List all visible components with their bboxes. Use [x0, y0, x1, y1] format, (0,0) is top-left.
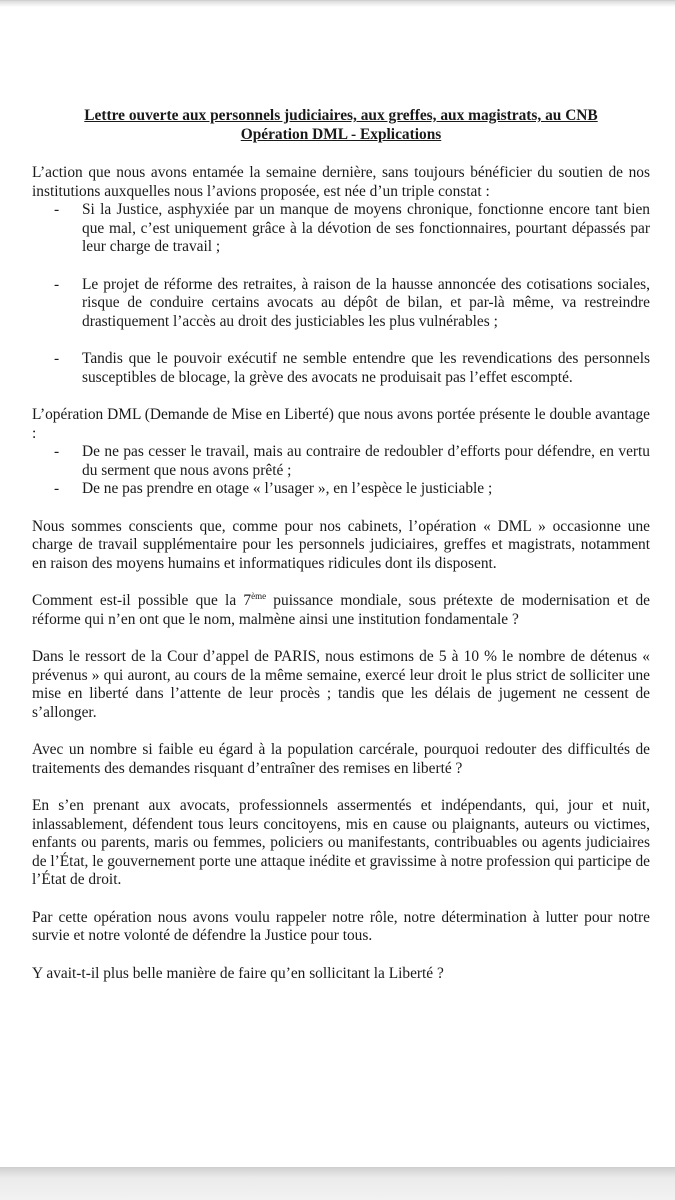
constat-text: Le projet de réforme des retraites, à raison de la hausse annoncée des cotisations sociales, risque de conduire certains avocats au dépôt de bilan, et par-là même, va restreindre drastiquement l’accès au droit des justiciables les plus vulnérables ;: [82, 275, 650, 330]
bullet-dash: -: [54, 201, 60, 218]
letter-title: [32, 107, 650, 144]
bullet-dash: -: [54, 480, 60, 497]
puissance-text-after: puissance mondiale, sous prétexte de modernisation et de réforme qui n’en ont que le nom, malmène ainsi une institution fondamentale ?: [32, 592, 650, 628]
avantage-text: De ne pas cesser le travail, mais au contraire de redoubler d’efforts pour défendre, en vertu du serment que nous avons prêté ;: [82, 443, 650, 479]
avocats-paragraph: En s’en prenant aux avocats, professionnels assermentés et indépendants, qui, jour et nuit, inlassablement, défendent tous leurs concitoyens, mis en cause ou plaignants, auteurs ou victimes, enfants ou parents, maris ou femmes, policiers ou manifestants, contribuables ou agents judiciaires de l’État, le gouvernement porte une attaque inédite et gravissime à notre profession qui participe de l’État de droit.: [32, 797, 650, 888]
puissance-text-before: Comment est-il possible que la 7: [32, 592, 252, 609]
puissance-paragraph: [32, 592, 650, 629]
title-line-2: Opération DML - Explications: [240, 125, 442, 143]
list-item: [32, 201, 650, 257]
list-item: [32, 480, 650, 499]
bullet-dash: -: [54, 275, 60, 293]
avantage-text: De ne pas prendre en otage « l’usager », en l’espèce le justiciable ;: [82, 480, 493, 497]
list-item: [32, 276, 650, 332]
intro-paragraph: L’action que nous avons entamée la semaine dernière, sans toujours bénéficier du soutien de nos institutions auxquelles nous l’avions proposée, est née d’un triple constat :: [32, 164, 650, 200]
constats-list: [32, 201, 650, 387]
charge-paragraph: Nous sommes conscients que, comme pour nos cabinets, l’opération « DML » occasionne une charge de travail supplémentaire pour les personnels judiciaires, greffes et magistrats, notamment en raison des moyens humains et informatiques ridicules dont ils disposent.: [32, 517, 650, 572]
operation-paragraph: Par cette opération nous avons voulu rappeler notre rôle, notre détermination à lutter pour notre survie et notre volonté de défendre la Justice pour tous.: [32, 908, 650, 944]
final-question-paragraph: Y avait-t-il plus belle manière de faire qu’en sollicitant la Liberté ?: [32, 964, 444, 982]
bullet-dash: -: [54, 443, 60, 460]
constat-text: Si la Justice, asphyxiée par un manque de moyens chronique, fonctionne encore tant bien que mal, c’est uniquement grâce à la dévotion de ses fonctionnaires, pourtant dépassés par leur charge de travail ;: [82, 201, 650, 255]
page-top-edge: [0, 1, 675, 7]
dml-intro-paragraph: L’opération DML (Demande de Mise en Liberté) que nous avons portée présente le double avantage :: [32, 406, 650, 442]
bullet-dash: -: [54, 350, 60, 367]
list-item: [32, 443, 650, 480]
page-bottom-edge: [0, 1168, 675, 1200]
nombre-paragraph: Avec un nombre si faible eu égard à la population carcérale, pourquoi redouter des difficultés de traitements des demandes risquant d’entraîner des remises en liberté ?: [32, 741, 650, 777]
letter-body: [32, 107, 650, 983]
title-line-1: Lettre ouverte aux personnels judiciaires, aux greffes, aux magistrats, au CNB: [84, 107, 598, 124]
constat-text: Tandis que le pouvoir exécutif ne semble entendre que les revendications des personnels susceptibles de blocage, la grève des avocats ne produisait pas l’effet escompté.: [82, 350, 650, 386]
ordinal-superscript: ème: [251, 591, 267, 601]
list-item: [32, 350, 650, 387]
avantages-list: [32, 443, 650, 499]
ressort-paragraph: Dans le ressort de la Cour d’appel de PARIS, nous estimons de 5 à 10 % le nombre de détenus « prévenus » qui auront, au cours de la même semaine, exercé leur droit le plus strict de solliciter une mise en liberté dans l’attente de leur procès ; tandis que les délais de jugement ne cessent de s’allonger.: [32, 648, 650, 721]
